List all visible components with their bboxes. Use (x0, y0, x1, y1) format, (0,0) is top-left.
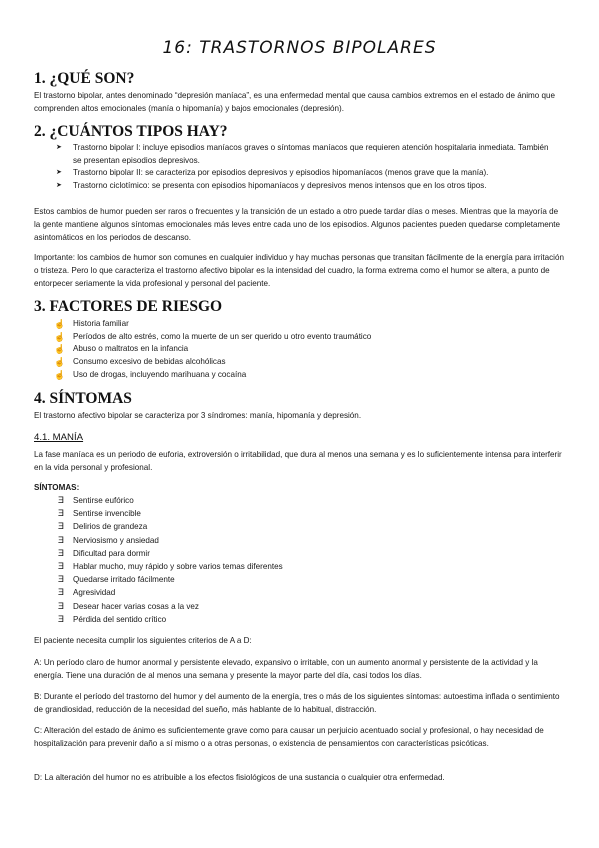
paragraph-importante: Importante: los cambios de humor son comunes en cualquier individuo y hay muchas personas que transitan fácilmente de la energía para irritación o tristeza. Pero lo que caracteriza el trastorno afectivo bipolar es la intensidad del cuadro, la forma extrema como el humor se altera, a punto de entorpecer seriamente la vida profesional y personal del paciente. (34, 253, 564, 288)
reversed-e-bullet-icon: Ǝ (58, 508, 65, 519)
subsection-heading-mania: 4.1. MANÍA (34, 432, 84, 443)
symptom-list (58, 494, 538, 626)
sintomas-intro: El trastorno afectivo bipolar se caracteriza por 3 síndromes: manía, hipomanía y depresión. (34, 411, 362, 420)
criterion-a: A: Un período claro de humor anormal y persistente elevado, expansivo o irritable, con un aumento anormal y persistente de la actividad y la energía. Tiene una duración de al menos una semana y presente la mayor parte del día, casi todos los días. (34, 658, 538, 680)
list-item: Ǝ Delirios de grandeza (58, 520, 538, 533)
section-heading-tipos: 2. ¿CUÁNTOS TIPOS HAY? (34, 123, 228, 140)
pointing-hand-icon: ☝ (54, 344, 66, 355)
arrowhead-bullet-icon: ➤ (56, 169, 62, 177)
list-item: Ǝ Quedarse irritado fácilmente (58, 573, 538, 586)
page-title: 16: TRASTORNOS BIPOLARES (162, 38, 437, 58)
reversed-e-bullet-icon: Ǝ (58, 600, 65, 611)
reversed-e-bullet-icon: Ǝ (58, 495, 65, 505)
criteria-intro: El paciente necesita cumplir los siguientes criterios de A a D: (34, 636, 252, 645)
reversed-e-bullet-icon: Ǝ (58, 521, 65, 532)
reversed-e-bullet-icon: Ǝ (58, 561, 65, 572)
criterion-b: B: Durante el período del trastorno del humor y del aumento de la energía, tres o más de los siguientes síntomas: autoestima inflada o sentimiento de grandiosidad, reducción de la necesidad del sueño, más hablante de lo habitual, distracción. (34, 692, 560, 714)
list-item: ➤ Trastorno bipolar I: incluye episodios maníacos graves o síntomas maníacos que requieren atención hospitalaria inmediata. También se presentan episodios depresivos. (56, 143, 549, 165)
list-item: Ǝ Desear hacer varias cosas a la vez (58, 600, 538, 613)
risk-factor-list (54, 318, 534, 382)
arrowhead-bullet-icon: ➤ (56, 144, 62, 151)
list-item: Ǝ Agresividad (58, 586, 538, 599)
list-item: Ǝ Dificultad para dormir (58, 547, 538, 560)
reversed-e-bullet-icon: Ǝ (58, 534, 65, 545)
pointing-hand-icon: ☝ (54, 369, 66, 380)
reversed-e-bullet-icon: Ǝ (58, 613, 65, 624)
pointing-hand-icon: ☝ (54, 319, 66, 329)
paragraph-cambios: Estos cambios de humor pueden ser raros o frecuentes y la transición de un estado a otro puede tardar días o meses. Mientras que la mayoría de la gente mantiene algunos síntomas emocionales más leves entre cada uno de los episodios. Algunos pacientes pueden quedarse completamente asintomáticos en los periodos de descanso. (34, 207, 560, 242)
section-heading-factores: 3. FACTORES DE RIESGO (34, 298, 223, 315)
types-list (56, 142, 556, 193)
list-item: ☝ Historia familiar (54, 319, 129, 329)
list-item: ☝ Uso de drogas, incluyendo marihuana y cocaína (54, 369, 247, 380)
list-item: ☝ Consumo excesivo de bebidas alcohólicas (54, 357, 226, 368)
reversed-e-bullet-icon: Ǝ (58, 574, 65, 585)
list-item: Ǝ Pérdida del sentido crítico (58, 613, 538, 626)
arrowhead-bullet-icon: ➤ (56, 182, 62, 190)
list-item: ☝ Períodos de alto estrés, como la muerte de un ser querido u otro evento traumático (54, 331, 372, 342)
list-item: Ǝ Hablar mucho, muy rápido y sobre varios temas diferentes (58, 560, 538, 573)
list-item: Ǝ Nerviosismo y ansiedad (58, 534, 538, 547)
section-text-que-son: El trastorno bipolar, antes denominado “depresión maníaca”, es una enfermedad mental que causa cambios extremos en el estado de ánimo que comprenden altos emocionales (manía o hipomanía) y bajos emocionales (depresión). (34, 91, 556, 113)
criterion-d: D: La alteración del humor no es atribuible a los efectos fisiológicos de una sustancia o cualquier otra enfermedad. (34, 773, 445, 782)
list-item: ➤ Trastorno ciclotímico: se presenta con episodios hipomaníacos y depresivos menos intensos que en los otros tipos. (56, 180, 556, 193)
list-item: ➤ Trastorno bipolar II: se caracteriza por episodios depresivos y episodios hipomaníacos (menos grave que la manía). (56, 167, 556, 180)
list-item: ☝ Abuso o maltratos en la infancia (54, 344, 189, 355)
mania-text: La fase maníaca es un periodo de euforia, extroversión o irritabilidad, que dura al menos una semana y es lo suficientemente intensa para interferir en la vida personal y profesional. (34, 450, 562, 472)
reversed-e-bullet-icon: Ǝ (58, 547, 65, 558)
list-item: Ǝ Sentirse eufórico (58, 494, 538, 507)
list-item: Ǝ Sentirse invencible (58, 507, 538, 520)
section-heading-que-son: 1. ¿QUÉ SON? (34, 70, 135, 87)
criterion-c: C: Alteración del estado de ánimo es suficientemente grave como para causar un perjuicio acentuado social y profesional, o hay necesidad de hospitalización para prevenir daño a sí mismo o a otras personas, o existencia de pensamientos con características psicóticas. (34, 726, 544, 748)
section-heading-sintomas: 4. SÍNTOMAS (34, 390, 132, 407)
symptoms-label: SÍNTOMAS: (34, 483, 80, 492)
pointing-hand-icon: ☝ (54, 331, 66, 342)
reversed-e-bullet-icon: Ǝ (58, 587, 65, 598)
pointing-hand-icon: ☝ (54, 357, 66, 368)
